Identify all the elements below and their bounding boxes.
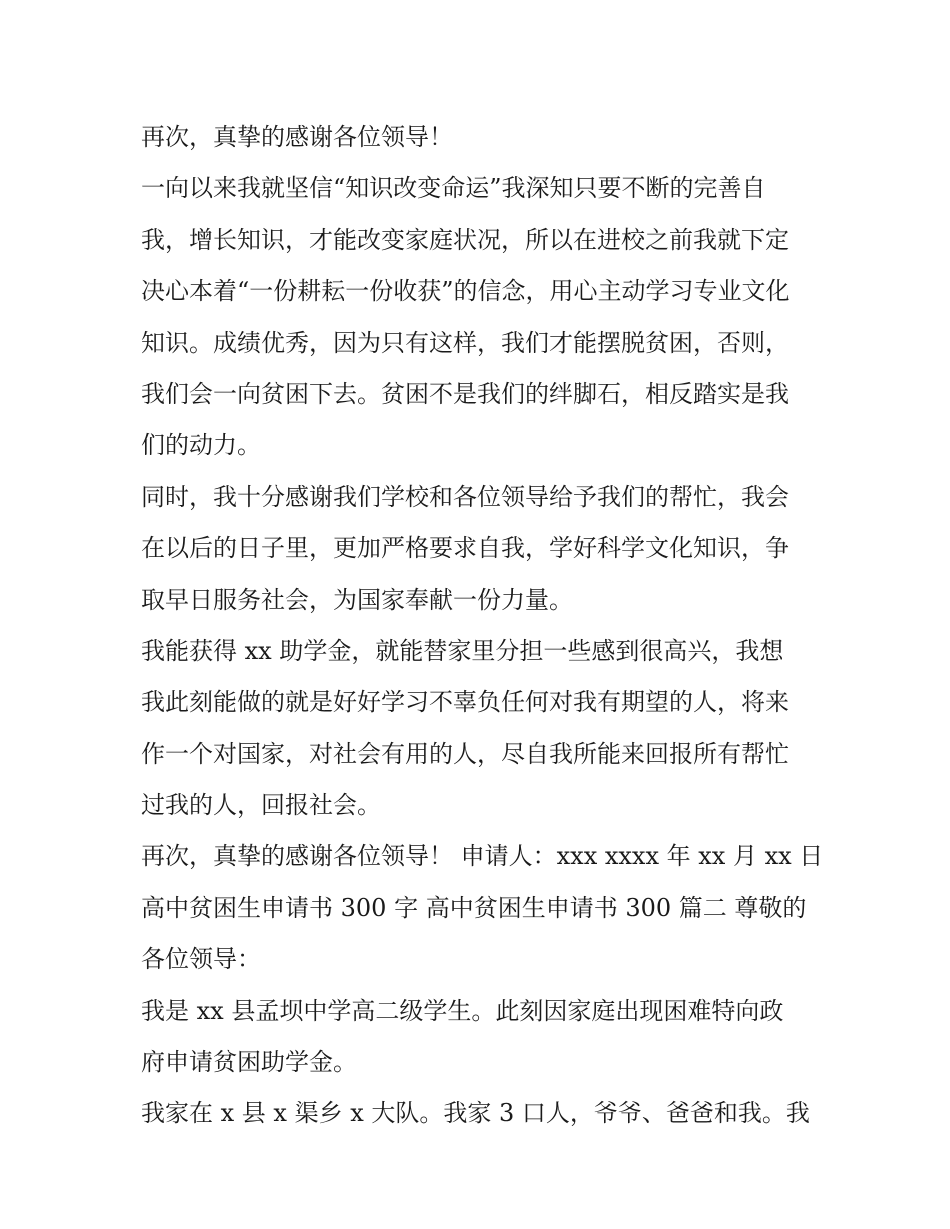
document-body <box>141 112 824 1140</box>
text-line: 决心本着“一份耕耘一份收获”的信念，用心主动学习专业文化 <box>141 277 790 306</box>
text-line: 在以后的日子里，更加严格要求自我，学好科学文化知识，争 <box>141 534 789 563</box>
text-line: 作一个对国家，对社会有用的人，尽自我所能来回报所有帮忙 <box>141 739 789 768</box>
text-line: 我们会一向贫困下去。贫困不是我们的绊脚石，相反踏实是我 <box>141 379 789 408</box>
text-line: 过我的人，回报社会。 <box>141 791 381 820</box>
text-line: 再次，真挚的感谢各位领导！ <box>141 123 453 151</box>
text-line: 高中贫困生申请书 300 字 高中贫困生申请书 300 篇二 尊敬的 <box>141 893 807 922</box>
text-line: 再次，真挚的感谢各位领导！ 申请人：xxx xxxx 年 xx 月 xx 日 <box>141 842 824 871</box>
text-line: 一向以来我就坚信“知识改变命运”我深知只要不断的完善自 <box>141 174 766 203</box>
text-line: 取早日服务社会，为国家奉献一份力量。 <box>141 585 573 614</box>
text-line: 我家在 x 县 x 渠乡 x 大队。我家 3 口人，爷爷、爸爸和我。我 <box>141 1099 810 1128</box>
text-line: 我，增长知识，才能改变家庭状况，所以在进校之前我就下定 <box>141 225 789 254</box>
text-line: 同时，我十分感谢我们学校和各位领导给予我们的帮忙，我会 <box>141 482 789 511</box>
text-line: 们的动力。 <box>141 431 261 460</box>
text-line: 我此刻能做的就是好好学习不辜负任何对我有期望的人，将来 <box>141 688 789 717</box>
text-line: 府申请贫困助学金。 <box>141 1048 357 1077</box>
text-line: 我能获得 xx 助学金，就能替家里分担一些感到很高兴，我想 <box>141 636 784 665</box>
text-line: 各位领导： <box>141 945 261 974</box>
text-line: 知识。成绩优秀，因为只有这样，我们才能摆脱贫困，否则， <box>141 328 789 357</box>
text-line: 我是 xx 县孟坝中学高二级学生。此刻因家庭出现困难特向政 <box>141 996 784 1025</box>
